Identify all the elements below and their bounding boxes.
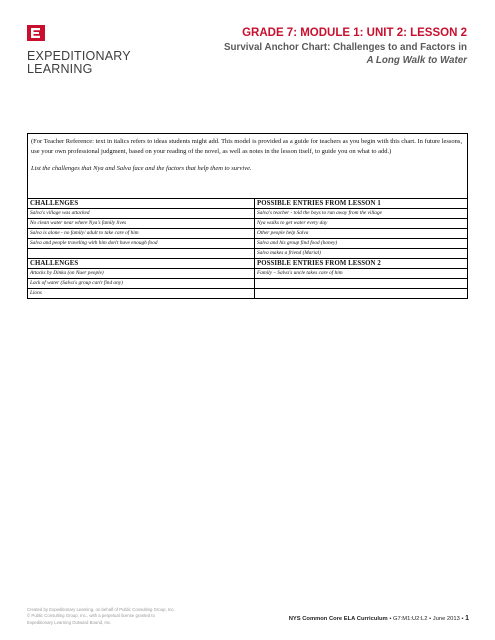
entry-cell: Nya walks to get water every day <box>255 219 468 229</box>
grade-module-heading: GRADE 7: MODULE 1: UNIT 2: LESSON 2 <box>242 27 467 39</box>
chart-title-line2: A Long Walk to Water <box>366 54 467 66</box>
entry-cell: Other people help Salva <box>255 229 468 239</box>
challenge-cell: Salva and people traveling with him don't have enough food <box>28 239 255 249</box>
challenge-cell: Salva is alone - no family/ adult to take care of him <box>28 229 255 239</box>
copyright-line: © Public Consulting Group, Inc., with a perpetual license granted to <box>27 613 155 619</box>
el-logo-icon <box>27 25 45 41</box>
table-row <box>28 249 468 259</box>
challenges-header: CHALLENGES <box>28 199 255 209</box>
table-row <box>28 209 468 219</box>
challenges-header: CHALLENGES <box>28 259 255 269</box>
entry-cell: Family – Salva's uncle takes care of him <box>255 269 468 279</box>
copyright-line: Expeditionary Learning Outward Bound, Inc. <box>27 619 112 625</box>
logo-text-line1: EXPEDITIONARY <box>27 49 131 63</box>
challenge-cell <box>28 249 255 259</box>
copyright-line: Created by Expeditionary Learning, on behalf of Public Consulting Group, Inc. <box>27 607 175 612</box>
entry-cell: Salva makes a friend (Marial) <box>255 249 468 259</box>
teacher-reference-box <box>27 133 468 198</box>
lesson-code: G7:M1:U2:L2 <box>392 616 428 622</box>
entry-cell: Salva and his group find food (honey) <box>255 239 468 249</box>
expeditionary-learning-logo <box>27 25 147 76</box>
challenge-cell: Salva's village was attacked <box>28 209 255 219</box>
table-row <box>28 289 468 299</box>
entry-cell: Salva's teacher - told the boys to run away from the village <box>255 209 468 219</box>
table-row <box>28 239 468 249</box>
lesson2-entries-header: POSSIBLE ENTRIES FROM LESSON 2 <box>255 259 468 269</box>
publish-date: June 2013 <box>432 616 460 622</box>
challenge-cell: Lions <box>28 289 255 299</box>
table-header-row <box>28 199 468 209</box>
footer-separator: • <box>461 616 464 622</box>
logo-text-line2: LEARNING <box>27 62 93 76</box>
table-row <box>28 269 468 279</box>
entry-cell <box>255 279 468 289</box>
survival-anchor-chart-table <box>27 198 468 299</box>
table-header-row <box>28 259 468 269</box>
page-header <box>167 26 467 67</box>
chart-title-line1: Survival Anchor Chart: Challenges to and Factors in <box>224 42 467 53</box>
table-row <box>28 279 468 289</box>
footer-separator: • <box>389 616 392 622</box>
copyright-notice <box>27 607 227 626</box>
challenge-cell: No clean water near where Nya's family lives <box>28 219 255 229</box>
footer-separator: • <box>429 616 432 622</box>
page-number: 1 <box>465 615 469 622</box>
curriculum-name: NYS Common Core ELA Curriculum <box>288 616 388 622</box>
challenge-cell: Attacks by Dinka (on Nuer people) <box>28 269 255 279</box>
page-footer <box>289 615 469 622</box>
table-row <box>28 229 468 239</box>
challenge-cell: Lack of water (Salva's group can't find any) <box>28 279 255 289</box>
table-row <box>28 219 468 229</box>
entry-cell <box>255 289 468 299</box>
lesson1-entries-header: POSSIBLE ENTRIES FROM LESSON 1 <box>255 199 468 209</box>
teacher-reference-note: (For Teacher Reference: text in italics refers to ideas students might add. This model is provided as a guide for teachers as you begin with this chart. In future lessons, use your own professional judgment, based on your reading of the novel, as well as notes in the lesson itself, to guide you on what to add.) <box>31 138 463 155</box>
chart-prompt: List the challenges that Nya and Salva face and the factors that help them to survive. <box>31 165 252 172</box>
